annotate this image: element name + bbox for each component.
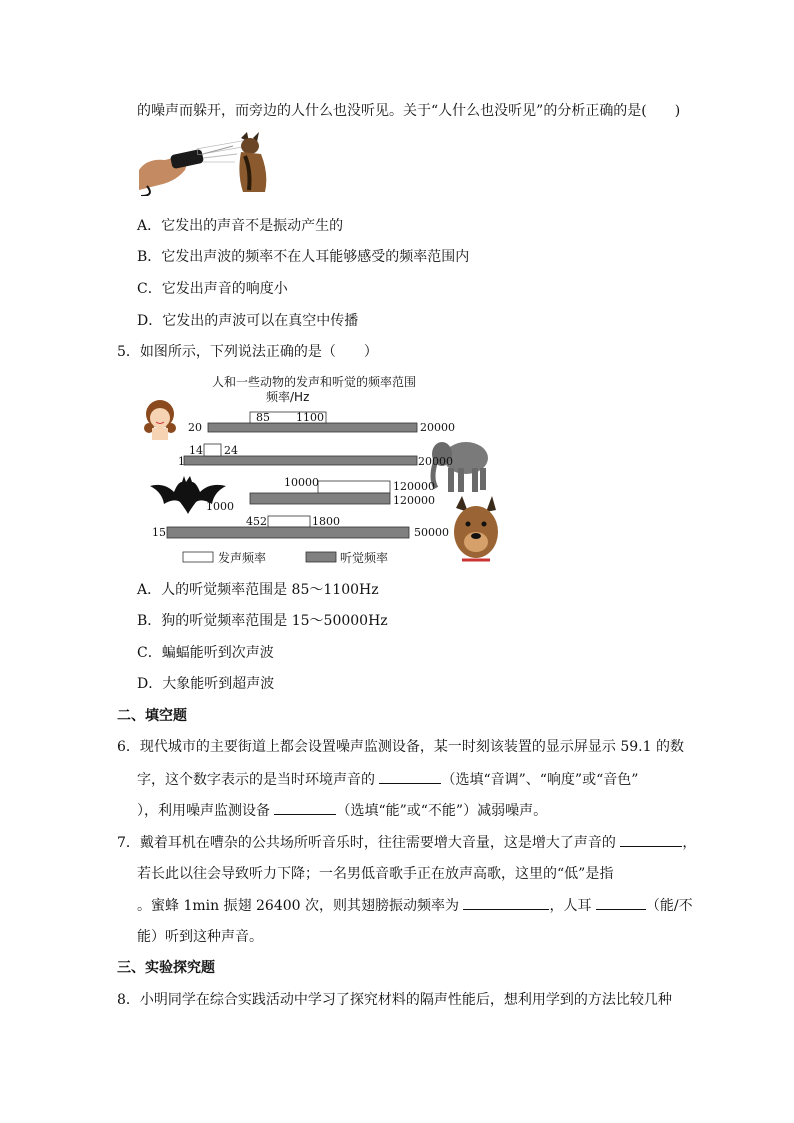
q5-option-d[interactable]: D．大象能听到超声波 (137, 676, 275, 692)
q4-figure (137, 130, 287, 196)
human-hearing-high-label: 20000 (420, 421, 455, 434)
girl-icon (144, 400, 176, 440)
q7-line-2: 若长此以往会导致听力下降；一名男低音歌手正在放声高歌，这里的“低”是指 (137, 866, 614, 882)
bat-hearing-high-label: 120000 (393, 494, 435, 507)
q6-text-d: （选填“能”或“不能”）减弱噪声。 (336, 803, 548, 819)
q7-blank-1[interactable] (620, 832, 682, 847)
q5-stem: 5．如图所示，下列说法正确的是（ ） (117, 344, 378, 360)
bat-hearing-low-label: 1000 (206, 500, 234, 513)
q4-option-b[interactable]: B．它发出声波的频率不在人耳能够感受的频率范围内 (137, 249, 470, 265)
elephant-hearing-high-label: 20000 (418, 455, 453, 468)
dog-hearing-high-label: 50000 (414, 526, 449, 539)
q7-text-b: ， (682, 835, 697, 851)
q7-line-3 (137, 895, 693, 916)
q6-text-a: 字，这个数字表示的是当时环境声音的 (137, 772, 380, 788)
human-sound-low-label: 85 (256, 411, 270, 424)
q6-line-1: 6．现代城市的主要街道上都会设置噪声监测设备，某一时刻该装置的显示屏显示 59.1 的数 (117, 739, 684, 755)
q7-blank-3[interactable] (596, 895, 646, 910)
elephant-sound-low-label: 14 (189, 444, 203, 457)
q4-option-a[interactable]: A．它发出的声音不是振动产生的 (137, 218, 344, 234)
legend-hearing-label: 听觉频率 (340, 551, 389, 565)
dog-sound-bar (268, 516, 310, 527)
frequency-range-chart (140, 370, 500, 570)
bat-sound-high-label: 120000 (393, 480, 435, 493)
human-hearing-bar (208, 423, 417, 432)
bat-hearing-bar (250, 493, 390, 504)
q5-option-c[interactable]: C．蝙蝠能听到次声波 (137, 645, 274, 661)
q6-blank-2[interactable] (274, 800, 336, 815)
elephant-sound-bar (204, 444, 221, 456)
dog-hearing-bar (167, 527, 409, 538)
q6-blank-1[interactable] (379, 769, 441, 784)
bat-sound-low-label: 10000 (284, 476, 319, 489)
legend-sound-swatch (183, 552, 213, 562)
q6-text-b: （选填“音调”、“响度”或“音色” (441, 772, 639, 788)
q6-text-c: ），利用噪声监测设备 (137, 803, 275, 819)
q6-line-3 (137, 800, 547, 821)
elephant-hearing-low-label: 1 (178, 455, 185, 468)
elephant-hearing-bar (184, 456, 417, 465)
dog-icon (454, 496, 498, 560)
q4-stem-line: 的噪声而躲开，而旁边的人什么也没听见。关于“人什么也没听见”的分析正确的是( ) (137, 103, 681, 119)
q8-line-1: 8．小明同学在综合实践活动中学习了探究材料的隔声性能后，想利用学到的方法比较几种 (117, 992, 672, 1008)
q7-text-c: 。蜜蜂 1min 振翅 26400 次，则其翅膀振动频率为 (137, 898, 464, 914)
q7-line-4: 能）听到这种声音。 (137, 929, 263, 945)
section-3-title: 三、实验探究题 (117, 960, 215, 976)
q6-line-2 (137, 769, 638, 790)
q7-text-d: ，人耳 (549, 898, 596, 914)
human-hearing-low-label: 20 (188, 421, 202, 434)
q4-option-d[interactable]: D．它发出的声波可以在真空中传播 (137, 313, 359, 329)
dog-sound-high-label: 1800 (312, 515, 340, 528)
legend-hearing-swatch (306, 552, 336, 562)
dog-hearing-low-label: 15 (152, 526, 166, 539)
q5-option-b[interactable]: B．狗的听觉频率范围是 15～50000Hz (137, 613, 388, 629)
dog-sound-low-label: 452 (246, 515, 267, 528)
q4-option-c[interactable]: C．它发出声音的响度小 (137, 281, 288, 297)
q7-text-e: （能/不 (645, 898, 693, 914)
q5-option-a[interactable]: A．人的听觉频率范围是 85～1100Hz (137, 582, 379, 598)
q7-text-a: 7．戴着耳机在嘈杂的公共场所听音乐时，往往需要增大音量，这是增大了声音的 (117, 835, 621, 851)
section-2-title: 二、填空题 (117, 708, 187, 724)
q7-blank-2[interactable] (463, 895, 549, 910)
chart-ylabel: 频率/Hz (266, 390, 310, 404)
legend-sound-label: 发声频率 (218, 551, 267, 565)
dog-icon (239, 132, 266, 192)
human-sound-high-label: 1100 (296, 411, 324, 424)
elephant-sound-high-label: 24 (224, 444, 238, 457)
q7-line-1 (117, 832, 696, 853)
bat-sound-bar (318, 481, 390, 493)
chart-title: 人和一些动物的发声和听觉的频率范围 (212, 375, 417, 389)
hand-device-illustration (139, 139, 253, 196)
